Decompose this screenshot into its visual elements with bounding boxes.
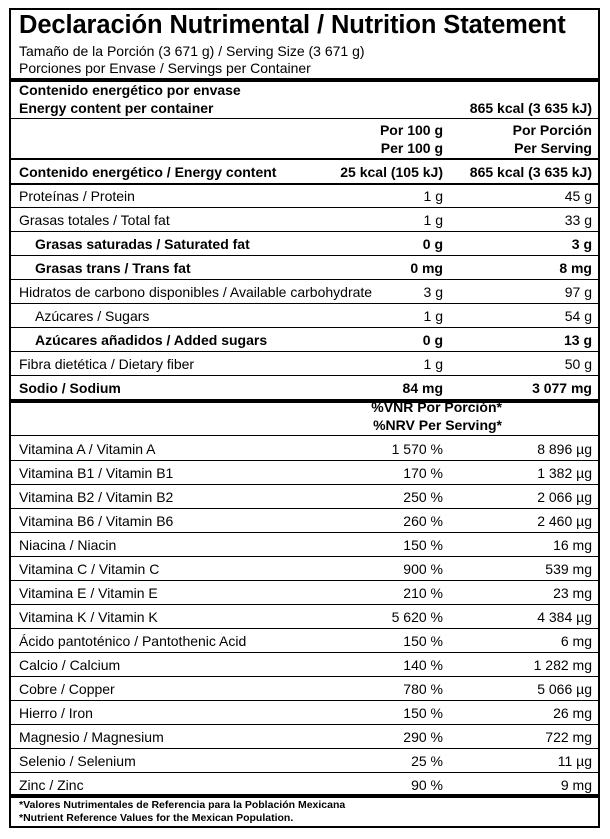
perserving-header-en: Per Serving xyxy=(514,140,592,156)
vitamin-row xyxy=(11,437,598,461)
nutrient-name: Fibra dietética / Dietary fiber xyxy=(19,356,195,372)
vitamin-name: Vitamina B2 / Vitamin B2 xyxy=(19,489,174,505)
vitamin-percent: 150 % xyxy=(403,633,443,649)
nutrient-row xyxy=(11,256,598,280)
vitamin-name: Vitamina C / Vitamin C xyxy=(19,561,160,577)
divider xyxy=(11,399,598,403)
vitamin-row xyxy=(11,677,598,701)
vitamin-name: Cobre / Copper xyxy=(19,681,115,697)
vitamin-name: Magnesio / Magnesium xyxy=(19,729,164,745)
nutrient-row xyxy=(11,232,598,256)
nutrient-row xyxy=(11,352,598,376)
vitamin-name: Vitamina E / Vitamin E xyxy=(19,585,158,601)
vitamin-row xyxy=(11,533,598,557)
vitamin-row xyxy=(11,509,598,533)
servings-per-container: Porciones por Envase / Servings per Container xyxy=(19,60,311,76)
nutrient-name: Grasas totales / Total fat xyxy=(19,212,170,228)
energy-container-value: 865 kcal (3 635 kJ) xyxy=(469,100,592,116)
divider xyxy=(11,118,598,119)
footnote-es: *Valores Nutrimentales de Referencia para la Población Mexicana xyxy=(19,799,346,811)
vitamin-name: Vitamina B6 / Vitamin B6 xyxy=(19,513,174,529)
vitamin-row xyxy=(11,629,598,653)
energy-container-label-es: Contenido energético por envase xyxy=(19,82,241,98)
nutrient-perserving: 33 g xyxy=(564,212,592,228)
nutrient-per100: 84 mg xyxy=(402,380,443,396)
nutrition-label xyxy=(9,8,600,828)
vitamin-row xyxy=(11,749,598,773)
nutrient-perserving: 45 g xyxy=(564,188,592,204)
vitamin-name: Niacina / Niacin xyxy=(19,537,117,553)
vnr-header-es: %VNR Por Porción* xyxy=(371,399,502,415)
vitamin-amount: 23 mg xyxy=(553,585,592,601)
nutrient-name: Contenido energético / Energy content xyxy=(19,164,277,180)
vitamin-amount: 2 460 µg xyxy=(537,513,592,529)
divider xyxy=(11,435,598,436)
vitamin-amount: 16 mg xyxy=(553,537,592,553)
vitamin-name: Hierro / Iron xyxy=(19,705,93,721)
serving-size: Tamaño de la Porción (3 671 g) / Serving Size (3 671 g) xyxy=(19,43,365,59)
vitamin-row xyxy=(11,461,598,485)
vitamin-percent: 290 % xyxy=(403,729,443,745)
vitamin-amount: 1 382 µg xyxy=(537,465,592,481)
nutrient-perserving: 865 kcal (3 635 kJ) xyxy=(469,164,592,180)
vitamin-amount: 11 µg xyxy=(557,753,592,769)
nutrient-per100: 0 g xyxy=(422,236,443,252)
vitamin-row xyxy=(11,485,598,509)
nutrient-name: Grasas trans / Trans fat xyxy=(35,260,191,276)
nutrient-row xyxy=(11,280,598,304)
vitamin-percent: 900 % xyxy=(403,561,443,577)
vitamin-percent: 260 % xyxy=(403,513,443,529)
vitamin-percent: 150 % xyxy=(403,705,443,721)
nutrient-name: Sodio / Sodium xyxy=(19,380,121,396)
vitamin-percent: 1 570 % xyxy=(391,441,443,457)
energy-container-label-en: Energy content per container xyxy=(19,100,214,116)
vitamin-percent: 780 % xyxy=(403,681,443,697)
vitamin-amount: 722 mg xyxy=(545,729,592,745)
nutrient-per100: 1 g xyxy=(423,308,443,324)
vitamin-name: Ácido pantoténico / Pantothenic Acid xyxy=(19,633,247,649)
vitamin-amount: 26 mg xyxy=(553,705,592,721)
vitamin-row xyxy=(11,581,598,605)
nutrient-perserving: 3 077 mg xyxy=(532,380,592,396)
vitamin-row xyxy=(11,605,598,629)
vitamin-name: Vitamina B1 / Vitamin B1 xyxy=(19,465,174,481)
vitamin-row xyxy=(11,653,598,677)
vitamin-name: Vitamina K / Vitamin K xyxy=(19,609,158,625)
vitamin-percent: 250 % xyxy=(403,489,443,505)
vitamin-percent: 25 % xyxy=(411,753,443,769)
nutrient-row xyxy=(11,376,598,400)
vitamin-percent: 90 % xyxy=(411,777,443,793)
vitamin-name: Vitamina A / Vitamin A xyxy=(19,441,156,457)
nutrient-perserving: 3 g xyxy=(571,236,592,252)
vitamin-amount: 5 066 µg xyxy=(537,681,592,697)
nutrient-per100: 1 g xyxy=(423,212,443,228)
nutrient-row xyxy=(11,304,598,328)
label-title: Declaración Nutrimental / Nutrition Statement xyxy=(19,11,566,39)
nutrient-name: Proteínas / Protein xyxy=(19,188,135,204)
nutrient-name: Hidratos de carbono disponibles / Available carbohydrate xyxy=(19,284,373,300)
nutrient-perserving: 54 g xyxy=(564,308,592,324)
perserving-header-es: Por Porción xyxy=(512,122,592,138)
vitamin-amount: 9 mg xyxy=(560,777,592,793)
vitamin-name: Calcio / Calcium xyxy=(19,657,121,673)
vitamin-row xyxy=(11,557,598,581)
vitamin-amount: 2 066 µg xyxy=(537,489,592,505)
nutrient-row xyxy=(11,208,598,232)
nutrient-row xyxy=(11,184,598,208)
vitamin-percent: 5 620 % xyxy=(391,609,443,625)
vitamin-percent: 140 % xyxy=(403,657,443,673)
vitamin-percent: 210 % xyxy=(403,585,443,601)
per100-header-es: Por 100 g xyxy=(379,122,443,138)
vitamin-amount: 4 384 µg xyxy=(537,609,592,625)
vitamin-name: Selenio / Selenium xyxy=(19,753,136,769)
nutrient-perserving: 97 g xyxy=(564,284,592,300)
nutrient-per100: 1 g xyxy=(423,188,443,204)
nutrient-per100: 0 g xyxy=(422,332,443,348)
per100-header-en: Per 100 g xyxy=(380,140,443,156)
vitamin-amount: 1 282 mg xyxy=(533,657,592,673)
nutrient-per100: 3 g xyxy=(423,284,443,300)
nutrient-row xyxy=(11,160,598,184)
divider xyxy=(11,794,598,798)
vitamin-amount: 6 mg xyxy=(560,633,592,649)
nutrient-per100: 1 g xyxy=(423,356,443,372)
vitamin-name: Zinc / Zinc xyxy=(19,777,84,793)
nrv-header-en: %NRV Per Serving* xyxy=(373,417,502,433)
vitamin-percent: 170 % xyxy=(403,465,443,481)
nutrient-name: Grasas saturadas / Saturated fat xyxy=(35,236,250,252)
nutrient-per100: 0 mg xyxy=(410,260,443,276)
nutrient-row xyxy=(11,328,598,352)
vitamin-amount: 8 896 µg xyxy=(537,441,592,457)
nutrient-perserving: 50 g xyxy=(564,356,592,372)
vitamin-row xyxy=(11,701,598,725)
footnote-en: *Nutrient Reference Values for the Mexican Population. xyxy=(19,812,294,824)
nutrient-name: Azúcares añadidos / Added sugars xyxy=(35,332,268,348)
vitamin-amount: 539 mg xyxy=(545,561,592,577)
nutrient-name: Azúcares / Sugars xyxy=(35,308,150,324)
nutrient-perserving: 13 g xyxy=(563,332,592,348)
vitamin-percent: 150 % xyxy=(403,537,443,553)
nutrient-perserving: 8 mg xyxy=(559,260,592,276)
nutrient-per100: 25 kcal (105 kJ) xyxy=(340,164,443,180)
vitamin-row xyxy=(11,725,598,749)
